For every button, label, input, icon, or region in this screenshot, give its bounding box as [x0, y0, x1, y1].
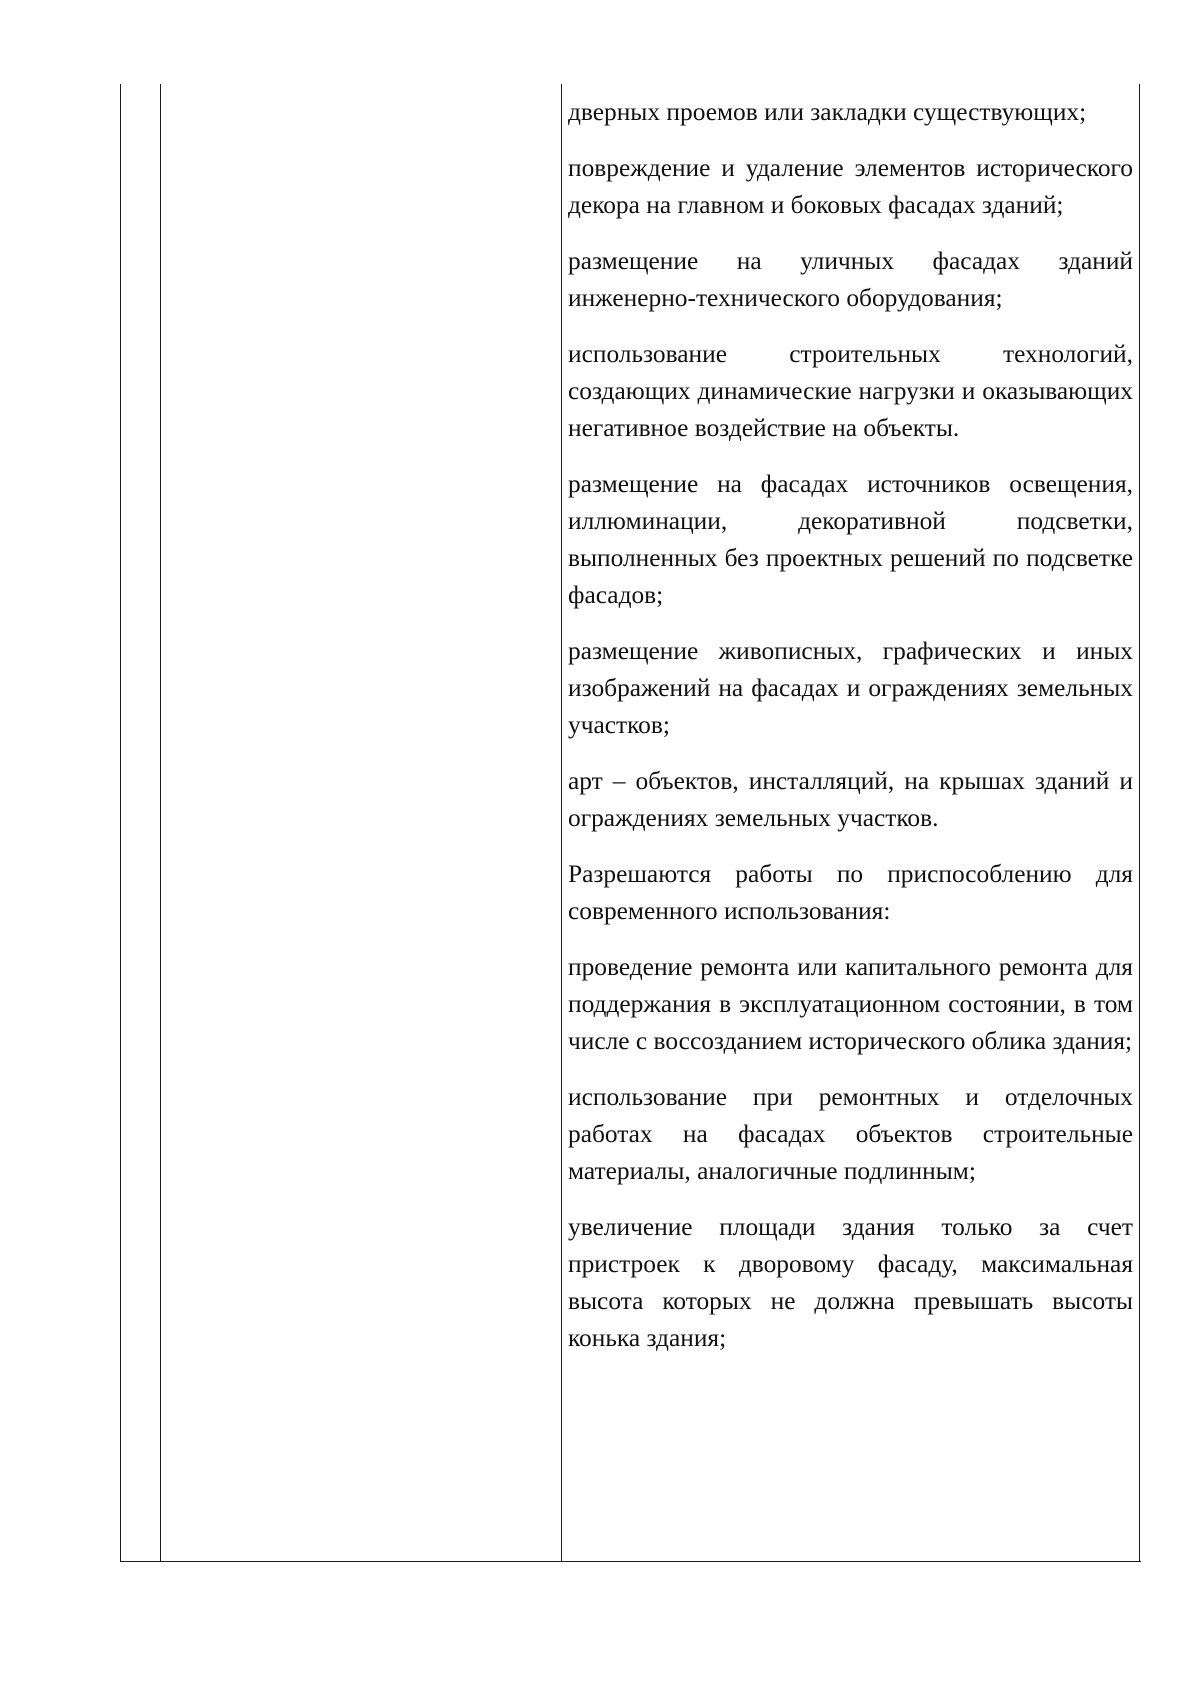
table-border-right: [1139, 84, 1140, 1562]
table-cell-requirements: [568, 94, 1133, 1376]
paragraph-historic-decor: повреждение и удаление элементов исторического декора на главном и боковых фасадах зданий;: [568, 154, 1133, 219]
table-column-divider-1: [160, 84, 161, 1562]
paragraph-materials: использование при ремонтных и отделочных работах на фасадах объектов строительные материалы, аналогичные подлинным;: [568, 1083, 1133, 1185]
paragraph-door-openings: дверных проемов или закладки существующих;: [568, 98, 1087, 126]
paragraph-art-objects: арт – объектов, инсталляций, на крышах зданий и ограждениях земельных участков.: [568, 767, 1133, 832]
paragraph-repair: проведение ремонта или капитального ремонта для поддержания в эксплуатационном состоянии, в том числе с воссозданием исторического облика здания;: [568, 953, 1133, 1055]
regulations-table: [120, 84, 1140, 1562]
table-column-divider-2: [561, 84, 562, 1562]
paragraph-construction-technologies: использование строительных технологий, создающих динамические нагрузки и оказывающих негативное воздействие на объекты.: [568, 340, 1133, 442]
paragraph-extensions: увеличение площади здания только за счет пристроек к дворовому фасаду, максимальная высота которых не должна превышать высоты конька здания;: [568, 1213, 1133, 1352]
paragraph-permitted-works: Разрешаются работы по приспособлению для современного использования:: [568, 860, 1133, 925]
table-border-bottom: [120, 1561, 1141, 1562]
paragraph-engineering-equipment: размещение на уличных фасадах зданий инженерно-технического оборудования;: [568, 247, 1133, 312]
paragraph-images-on-facades: размещение живописных, графических и иных изображений на фасадах и ограждениях земельных участков;: [568, 637, 1133, 739]
paragraph-lighting: размещение на фасадах источников освещения, иллюминации, декоративной подсветки, выполненных без проектных решений по подсветке фасадов;: [568, 470, 1133, 609]
table-border-left: [120, 84, 121, 1562]
